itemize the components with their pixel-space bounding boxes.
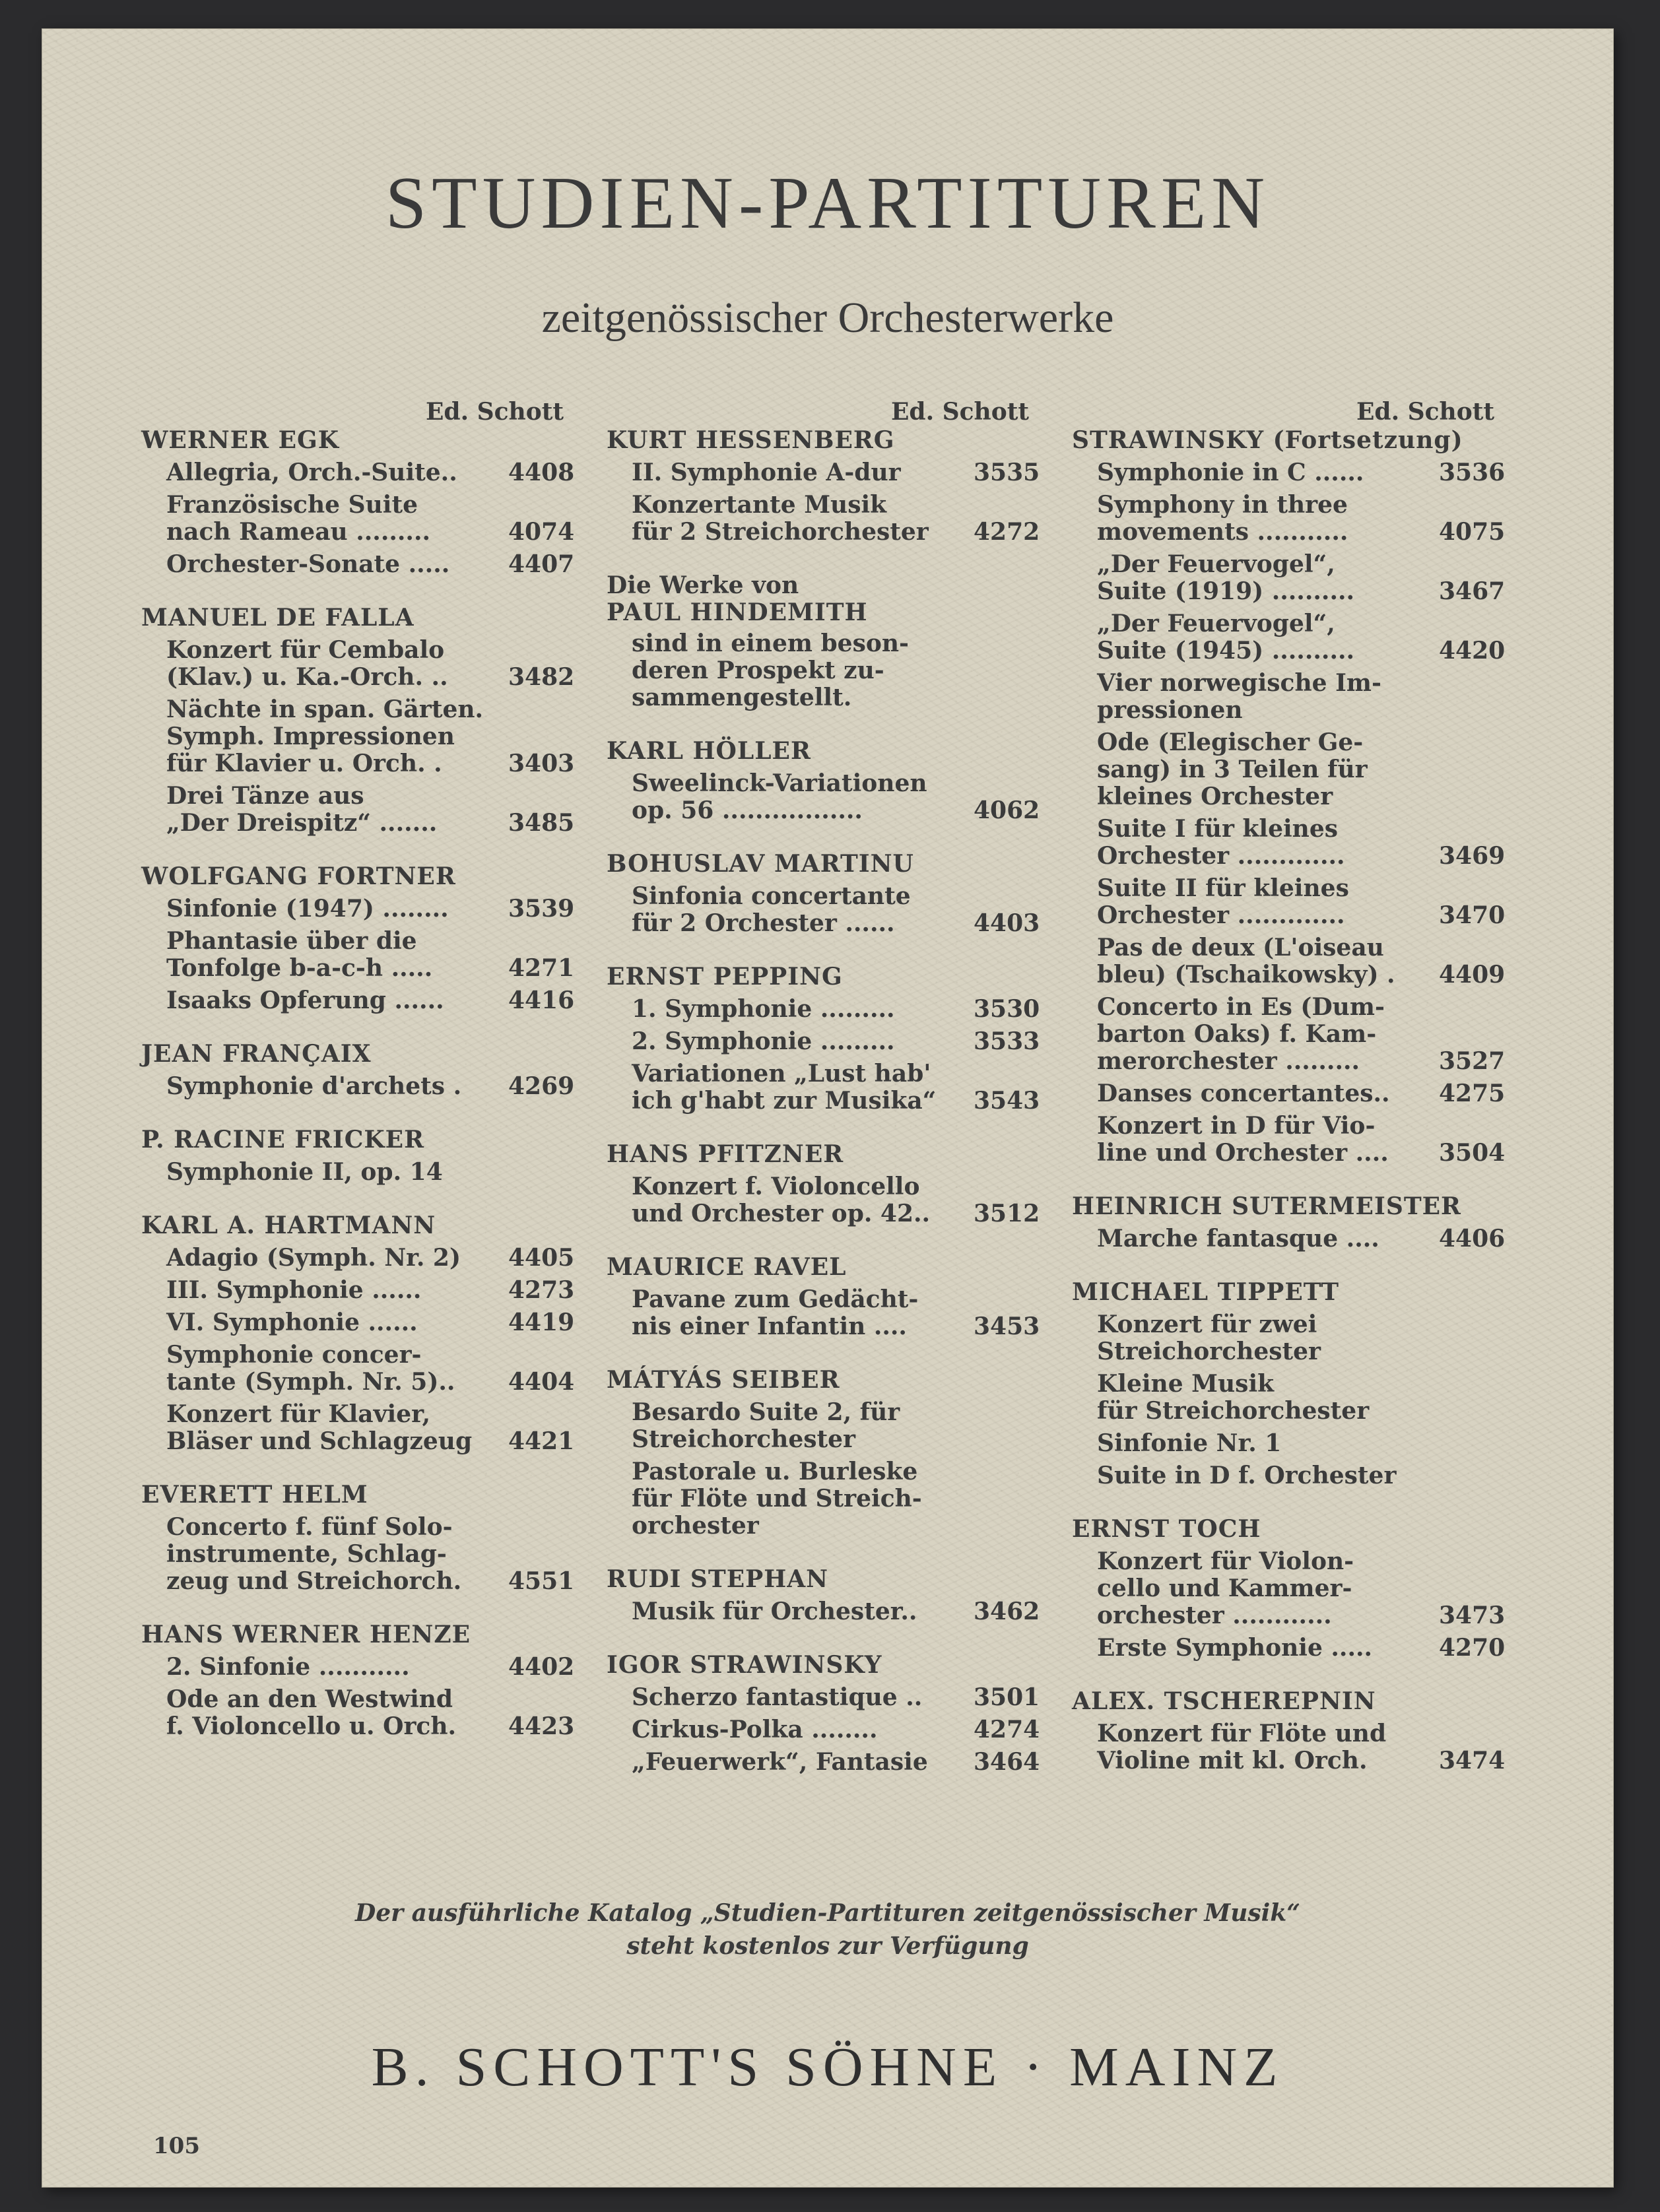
work-title: II. Symphonie A-dur bbox=[632, 459, 901, 486]
composer-heading: WOLFGANG FORTNER bbox=[141, 862, 456, 890]
edition-number: 4403 bbox=[974, 909, 1040, 937]
composer-heading: STRAWINSKY (Fortsetzung) bbox=[1072, 426, 1463, 454]
work-title: Marche fantasque .... bbox=[1097, 1225, 1379, 1252]
work-title: Sweelinck-Variationen op. 56 ................. bbox=[632, 769, 927, 824]
composer-heading: MAURICE RAVEL bbox=[607, 1253, 847, 1281]
work-title: Symphonie d'archets . bbox=[166, 1072, 462, 1100]
edition-number: 4406 bbox=[1439, 1225, 1506, 1252]
edition-number: 4416 bbox=[508, 987, 575, 1014]
work-title: Erste Symphonie ..... bbox=[1097, 1634, 1373, 1662]
work-title: 1. Symphonie ......... bbox=[632, 995, 895, 1023]
composer-heading: PAUL HINDEMITH bbox=[607, 599, 868, 626]
work-entry bbox=[166, 1309, 575, 1336]
work-title: Danses concertantes.. bbox=[1097, 1080, 1390, 1107]
work-title: Symphonie concer- tante (Symph. Nr. 5).. bbox=[166, 1341, 455, 1396]
work-entry bbox=[632, 1173, 1040, 1227]
composer-heading: RUDI STEPHAN bbox=[607, 1565, 829, 1593]
work-title: Französische Suite nach Rameau ......... bbox=[166, 491, 431, 546]
composer-heading: KARL HÖLLER bbox=[607, 737, 811, 765]
work-entry bbox=[1097, 993, 1506, 1075]
work-entry bbox=[166, 782, 575, 837]
work-entry bbox=[166, 1276, 575, 1304]
edition-number: 4272 bbox=[974, 518, 1040, 546]
work-title: Drei Tänze aus „Der Dreispitz“ ....... bbox=[166, 782, 438, 837]
composer-heading: HANS WERNER HENZE bbox=[141, 1621, 471, 1648]
edition-number: 3469 bbox=[1439, 842, 1506, 870]
work-entry bbox=[166, 1685, 575, 1740]
work-title: Suite I für kleines Orchester ............. bbox=[1097, 815, 1345, 870]
composer-heading: KARL A. HARTMANN bbox=[141, 1212, 436, 1239]
work-title: Scherzo fantastique .. bbox=[632, 1683, 923, 1711]
edition-number: 4404 bbox=[508, 1368, 575, 1396]
composer-heading: MICHAEL TIPPETT bbox=[1072, 1278, 1340, 1306]
work-title: „Feuerwerk“, Fantasie bbox=[632, 1748, 928, 1776]
publisher-name: B. SCHOTT'S SÖHNE · MAINZ bbox=[371, 2036, 1284, 2098]
section-note-detail: sind in einem beson- deren Prospekt zu- sammengestellt. bbox=[632, 630, 909, 711]
work-title: Pas de deux (L'oiseau bleu) (Tschaikowsky) . bbox=[1097, 934, 1395, 989]
section-note: Die Werke von bbox=[607, 571, 799, 599]
work-title: 2. Symphonie ......... bbox=[632, 1027, 895, 1055]
work-entry bbox=[166, 1653, 575, 1681]
work-title: Adagio (Symph. Nr. 2) bbox=[166, 1244, 461, 1272]
composer-heading: JEAN FRANÇAIX bbox=[141, 1040, 372, 1068]
edition-number: 3512 bbox=[974, 1200, 1040, 1227]
work-entry bbox=[632, 1458, 1029, 1540]
edition-number: 4419 bbox=[508, 1309, 575, 1336]
work-entry bbox=[166, 1400, 575, 1455]
work-entry bbox=[166, 1341, 575, 1396]
work-entry bbox=[1097, 1547, 1506, 1629]
work-entry bbox=[166, 636, 575, 691]
composer-heading: HEINRICH SUTERMEISTER bbox=[1072, 1192, 1461, 1220]
work-title: „Der Feuervogel“, Suite (1919) .......... bbox=[1097, 550, 1355, 605]
edition-number: 3403 bbox=[508, 750, 575, 777]
work-title: Konzert f. Violoncello und Orchester op. 42.. bbox=[632, 1173, 931, 1227]
catalog-column-2 bbox=[607, 398, 1040, 1776]
edition-number: 3485 bbox=[508, 809, 575, 837]
work-title: Symphonie II, op. 14 bbox=[166, 1158, 443, 1186]
work-entry bbox=[1097, 670, 1494, 724]
work-entry bbox=[632, 1285, 1040, 1340]
ed-schott-label: Ed. Schott bbox=[1356, 398, 1494, 426]
work-title: Konzert für Violon- cello und Kammer- orchester ............ bbox=[1097, 1547, 1354, 1629]
composer-heading: EVERETT HELM bbox=[141, 1481, 368, 1509]
work-entry bbox=[166, 459, 575, 486]
work-title: Nächte in span. Gärten. Symph. Impressionen für Klavier u. Orch. . bbox=[166, 696, 484, 777]
catalog-note-line-1: Der ausführliche Katalog „Studien-Partituren zeitgenössischer Musik“ bbox=[354, 1899, 1300, 1927]
work-title: Concerto in Es (Dum- barton Oaks) f. Kam- merorchester ......... bbox=[1097, 993, 1385, 1075]
edition-number: 4269 bbox=[508, 1072, 575, 1100]
composer-heading: MÁTYÁS SEIBER bbox=[607, 1366, 840, 1394]
work-entry bbox=[1097, 491, 1506, 546]
composer-heading: HANS PFITZNER bbox=[607, 1140, 844, 1168]
ed-schott-label: Ed. Schott bbox=[425, 398, 564, 426]
work-title: III. Symphonie ...... bbox=[166, 1276, 422, 1304]
work-title: Orchester-Sonate ..... bbox=[166, 550, 450, 578]
work-title: Musik für Orchester.. bbox=[632, 1598, 917, 1625]
work-entry bbox=[1097, 815, 1506, 870]
work-title: Sinfonie (1947) ........ bbox=[166, 895, 449, 923]
work-entry bbox=[1097, 1720, 1506, 1774]
work-title: Symphonie in C ...... bbox=[1097, 459, 1364, 486]
work-entry bbox=[1097, 1430, 1494, 1457]
edition-number: 4074 bbox=[508, 518, 575, 546]
edition-number: 4275 bbox=[1439, 1080, 1506, 1107]
work-entry bbox=[166, 491, 575, 546]
edition-number: 3473 bbox=[1439, 1602, 1506, 1629]
edition-number: 3482 bbox=[508, 663, 575, 691]
work-entry bbox=[632, 769, 1040, 824]
work-entry bbox=[632, 1598, 1040, 1625]
work-title: Pavane zum Gedächt- nis einer Infantin .... bbox=[632, 1285, 919, 1340]
composer-heading: P. RACINE FRICKER bbox=[141, 1126, 425, 1154]
work-entry bbox=[166, 987, 575, 1014]
work-title: Symphony in three movements ........... bbox=[1097, 491, 1348, 546]
edition-number: 4420 bbox=[1439, 637, 1506, 665]
catalog-note bbox=[42, 1897, 1613, 1963]
edition-number: 3467 bbox=[1439, 577, 1506, 605]
catalog-page bbox=[42, 29, 1613, 2187]
edition-number: 3501 bbox=[974, 1683, 1040, 1711]
work-title: Konzert in D für Vio- line und Orchester .... bbox=[1097, 1112, 1389, 1167]
composer-heading: IGOR STRAWINSKY bbox=[607, 1651, 882, 1679]
edition-number: 3536 bbox=[1439, 459, 1506, 486]
work-title: Konzert für Flöte und Violine mit kl. Orch. bbox=[1097, 1720, 1387, 1774]
work-entry bbox=[166, 927, 575, 982]
edition-number: 4408 bbox=[508, 459, 575, 486]
work-title: Pastorale u. Burleske für Flöte und Streich- orchester bbox=[632, 1458, 922, 1540]
composer-heading: MANUEL DE FALLA bbox=[141, 604, 415, 632]
work-entry bbox=[632, 995, 1040, 1023]
work-entry bbox=[1097, 729, 1494, 810]
edition-number: 4551 bbox=[508, 1567, 575, 1595]
catalog-column-1 bbox=[141, 398, 575, 1740]
work-title: Isaaks Opferung ...... bbox=[166, 987, 444, 1014]
work-title: 2. Sinfonie ........... bbox=[166, 1653, 410, 1681]
edition-number: 3504 bbox=[1439, 1139, 1506, 1167]
edition-number: 3527 bbox=[1439, 1047, 1506, 1075]
edition-number: 4402 bbox=[508, 1653, 575, 1681]
work-entry bbox=[632, 1748, 1040, 1776]
work-title: Sinfonie Nr. 1 bbox=[1097, 1429, 1282, 1457]
edition-number: 3530 bbox=[974, 995, 1040, 1023]
work-entry bbox=[1097, 459, 1506, 486]
edition-number: 3453 bbox=[974, 1313, 1040, 1340]
edition-number: 4062 bbox=[974, 797, 1040, 824]
work-entry bbox=[166, 1159, 564, 1186]
work-entry bbox=[1097, 1080, 1506, 1107]
page-number: 105 bbox=[153, 2133, 200, 2159]
work-title: Allegria, Orch.-Suite.. bbox=[166, 459, 457, 486]
page-title: STUDIEN-PARTITUREN bbox=[385, 162, 1271, 244]
edition-number: 3474 bbox=[1439, 1747, 1506, 1774]
edition-number: 4270 bbox=[1439, 1634, 1506, 1662]
work-entry bbox=[632, 1399, 1029, 1453]
edition-number: 4274 bbox=[974, 1716, 1040, 1743]
work-title: Ode an den Westwind f. Violoncello u. Orch. bbox=[166, 1685, 457, 1740]
work-title: Suite II für kleines Orchester ............. bbox=[1097, 874, 1349, 929]
composer-heading: KURT HESSENBERG bbox=[607, 426, 895, 454]
work-entry bbox=[632, 1027, 1040, 1055]
work-entry bbox=[166, 550, 575, 578]
work-entry bbox=[1097, 1462, 1494, 1489]
edition-number: 4421 bbox=[508, 1427, 575, 1455]
edition-number: 4273 bbox=[508, 1276, 575, 1304]
work-title: Kleine Musik für Streichorchester bbox=[1097, 1370, 1370, 1425]
work-entry bbox=[1097, 1634, 1506, 1662]
ed-schott-label: Ed. Schott bbox=[890, 398, 1029, 426]
composer-heading: ALEX. TSCHEREPNIN bbox=[1072, 1687, 1376, 1715]
work-entry bbox=[1097, 934, 1506, 989]
work-entry bbox=[632, 459, 1040, 486]
work-title: Variationen „Lust hab' ich g'habt zur Musika“ bbox=[632, 1060, 937, 1115]
work-entry bbox=[632, 1683, 1040, 1711]
edition-number: 3539 bbox=[508, 895, 575, 923]
work-entry bbox=[632, 491, 1040, 546]
work-entry bbox=[1097, 1225, 1506, 1252]
composer-heading: ERNST PEPPING bbox=[607, 963, 843, 991]
work-title: Sinfonia concertante für 2 Orchester ...... bbox=[632, 882, 911, 937]
work-entry bbox=[166, 895, 575, 923]
edition-number: 4075 bbox=[1439, 518, 1506, 546]
work-entry bbox=[166, 1513, 575, 1595]
edition-number: 3535 bbox=[974, 459, 1040, 486]
composer-heading: WERNER EGK bbox=[141, 426, 340, 454]
work-entry bbox=[632, 882, 1040, 937]
work-entry bbox=[166, 1072, 575, 1100]
work-title: Konzertante Musik für 2 Streichorchester bbox=[632, 491, 929, 546]
work-title: Konzert für Klavier, Bläser und Schlagzeug bbox=[166, 1400, 473, 1455]
work-title: Concerto f. fünf Solo- instrumente, Schlag- zeug und Streichorch. bbox=[166, 1513, 462, 1595]
work-title: „Der Feuervogel“, Suite (1945) .......... bbox=[1097, 610, 1355, 665]
work-entry bbox=[1097, 1112, 1506, 1167]
work-title: Konzert für zwei Streichorchester bbox=[1097, 1311, 1321, 1365]
composer-heading: ERNST TOCH bbox=[1072, 1515, 1261, 1543]
work-title: Cirkus-Polka ........ bbox=[632, 1716, 878, 1743]
work-title: VI. Symphonie ...... bbox=[166, 1309, 418, 1336]
work-entry bbox=[166, 696, 575, 777]
catalog-column-3 bbox=[1072, 398, 1506, 1774]
work-title: Phantasie über die Tonfolge b-a-c-h ..... bbox=[166, 927, 433, 982]
edition-number: 4271 bbox=[508, 954, 575, 982]
work-title: Besardo Suite 2, für Streichorchester bbox=[632, 1398, 900, 1453]
work-entry bbox=[1097, 610, 1506, 665]
edition-number: 4423 bbox=[508, 1712, 575, 1740]
work-entry bbox=[1097, 1311, 1494, 1365]
edition-number: 3543 bbox=[974, 1087, 1040, 1115]
work-title: Vier norwegische Im- pressionen bbox=[1097, 669, 1381, 724]
work-entry bbox=[1097, 550, 1506, 605]
catalog-note-line-2: steht kostenlos zur Verfügung bbox=[626, 1932, 1029, 1960]
edition-number: 3462 bbox=[974, 1598, 1040, 1625]
composer-heading: BOHUSLAV MARTINU bbox=[607, 850, 914, 878]
edition-number: 3533 bbox=[974, 1027, 1040, 1055]
work-entry bbox=[1097, 1371, 1494, 1425]
work-entry bbox=[166, 1244, 575, 1272]
edition-number: 4405 bbox=[508, 1244, 575, 1272]
edition-number: 4407 bbox=[508, 550, 575, 578]
work-title: Ode (Elegischer Ge- sang) in 3 Teilen für kleines Orchester bbox=[1097, 729, 1368, 810]
page-subtitle: zeitgenössischer Orchesterwerke bbox=[541, 294, 1114, 342]
work-entry bbox=[632, 1060, 1040, 1115]
work-title: Konzert für Cembalo (Klav.) u. Ka.-Orch. .. bbox=[166, 636, 448, 691]
edition-number: 4409 bbox=[1439, 961, 1506, 989]
work-entry bbox=[632, 1716, 1040, 1743]
edition-number: 3470 bbox=[1439, 901, 1506, 929]
edition-number: 3464 bbox=[974, 1748, 1040, 1776]
work-entry bbox=[1097, 874, 1506, 929]
work-title: Suite in D f. Orchester bbox=[1097, 1462, 1397, 1489]
